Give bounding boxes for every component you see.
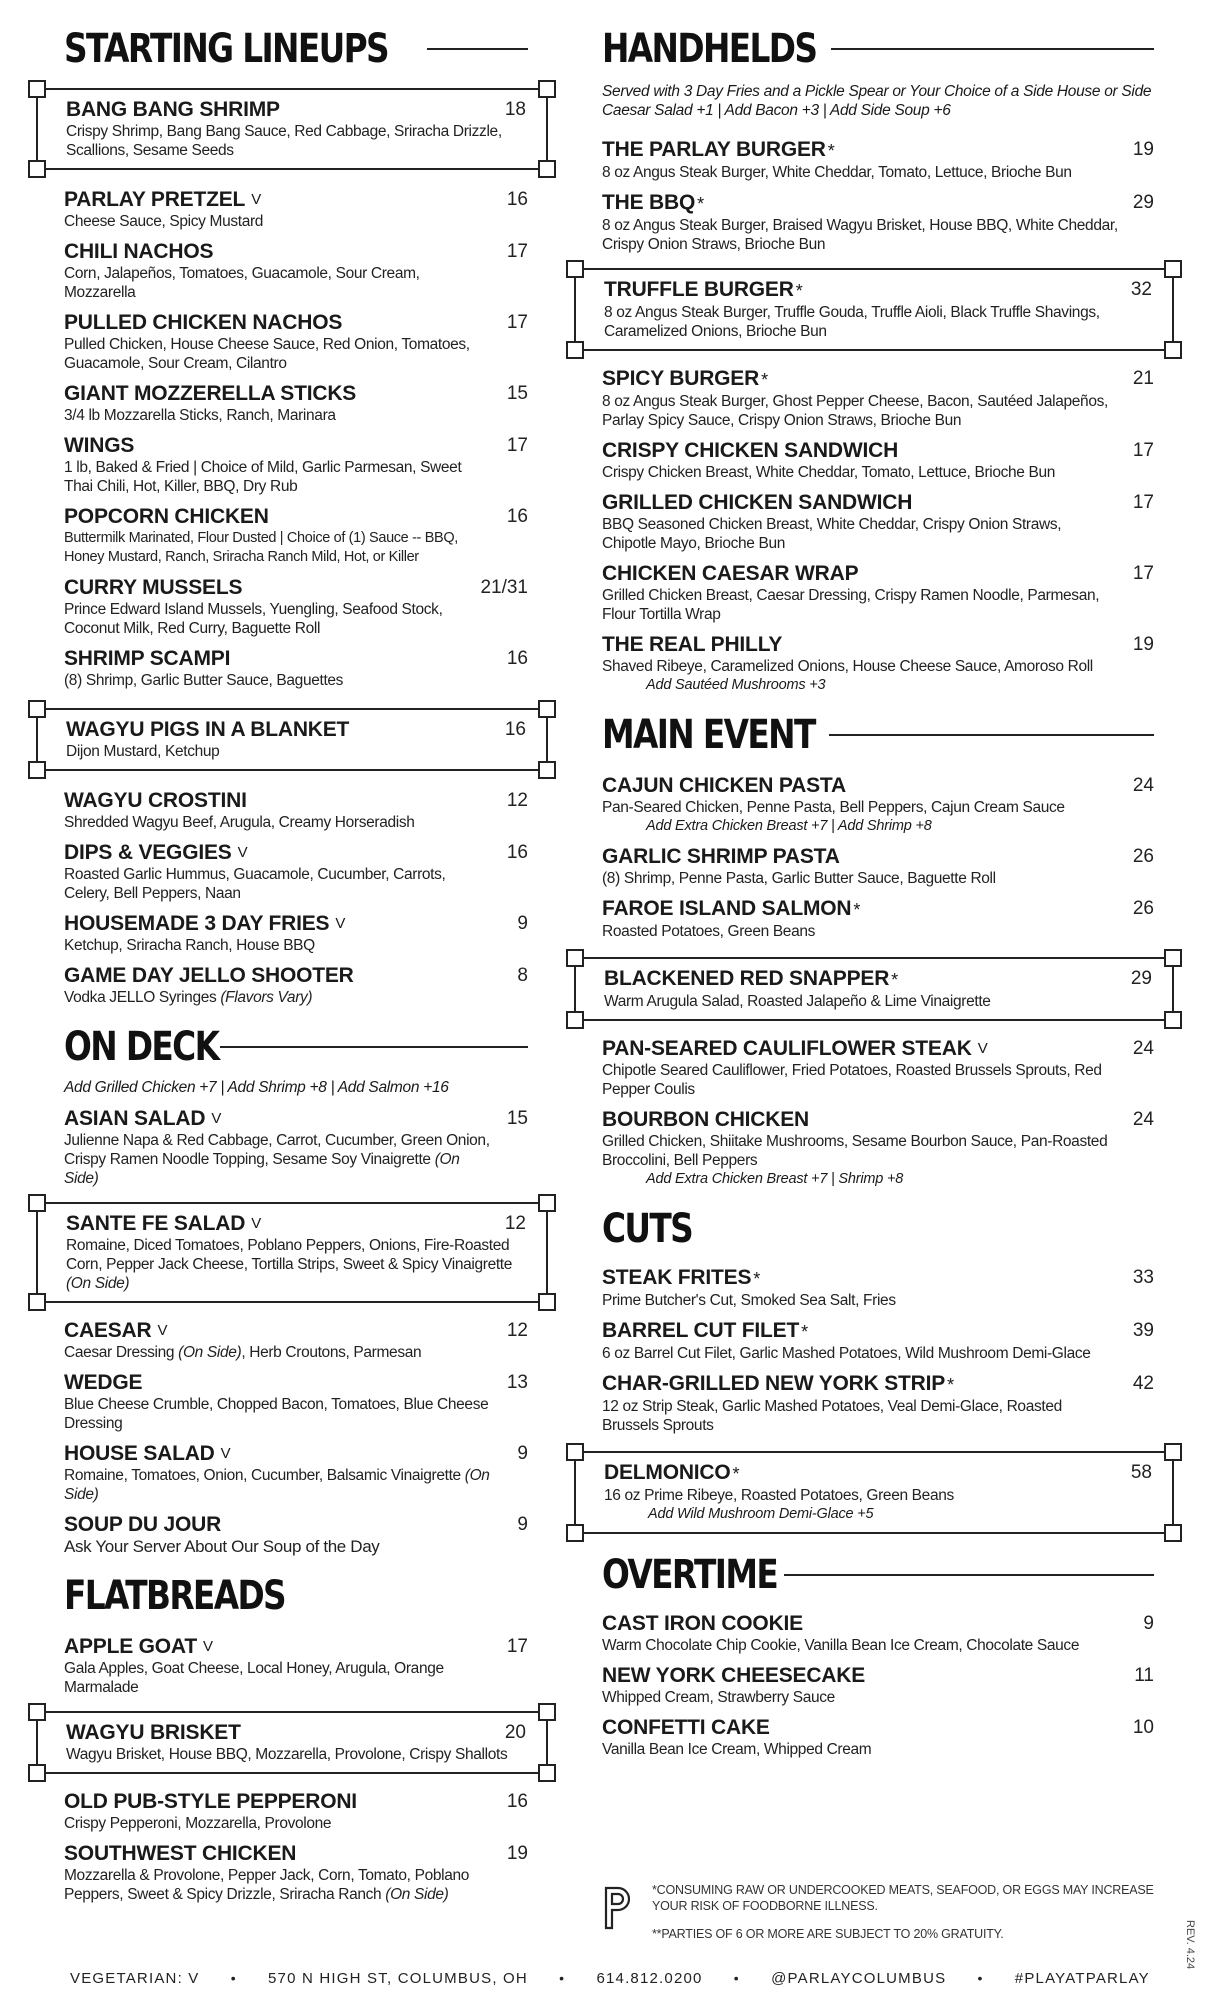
menu-item-wedge xyxy=(64,1371,528,1433)
menu-item-dips-and-veggies xyxy=(64,841,528,903)
item-price: 12 xyxy=(506,790,528,811)
item-name: FAROE ISLAND SALMON * xyxy=(602,897,861,920)
item-price: 16 xyxy=(504,719,526,740)
item-description: 8 oz Angus Steak Burger, Truffle Gouda, Truffle Aioli, Black Truffle Shavings, Caramelized Onions, Brioche Bun xyxy=(604,304,1100,340)
vegetarian-mark: V xyxy=(977,1040,988,1057)
item-name: BARREL CUT FILET * xyxy=(602,1319,808,1342)
item-description: Ketchup, Sriracha Ranch, House BBQ xyxy=(64,937,315,954)
item-price: 17 xyxy=(1132,492,1154,513)
raw-warning-star: * xyxy=(753,1269,761,1289)
item-name: TRUFFLE BURGER * xyxy=(604,278,803,301)
item-price: 29 xyxy=(1132,192,1154,213)
item-description: Shaved Ribeye, Caramelized Onions, House Cheese Sauce, Amoroso Roll xyxy=(602,658,1093,675)
section-rule xyxy=(427,48,528,50)
menu-item-barrel-cut-filet xyxy=(602,1319,1154,1363)
item-price: 15 xyxy=(506,1108,528,1129)
menu-item-steak-frites xyxy=(602,1266,1154,1310)
frame-corner xyxy=(28,1293,46,1311)
item-price: 16 xyxy=(506,1791,528,1812)
item-description: Grilled Chicken, Shiitake Mushrooms, Sesame Bourbon Sauce, Pan-Roasted Broccolini, Bell Peppers xyxy=(602,1133,1108,1169)
frame-corner xyxy=(28,700,46,718)
item-price: 26 xyxy=(1132,846,1154,867)
menu-item-apple-goat xyxy=(64,1635,528,1697)
vegetarian-mark: V xyxy=(251,1215,262,1232)
item-price: 21/31 xyxy=(480,577,528,598)
item-name: WAGYU CROSTINI xyxy=(64,789,247,812)
item-description: Vodka JELLO Syringes (Flavors Vary) xyxy=(64,989,313,1006)
item-price: 19 xyxy=(1132,634,1154,655)
frame-corner xyxy=(1164,949,1182,967)
item-name: CAJUN CHICKEN PASTA xyxy=(602,774,846,797)
raw-warning-star: * xyxy=(732,1464,740,1484)
frame-corner xyxy=(566,1011,584,1029)
item-description: Pulled Chicken, House Cheese Sauce, Red Onion, Tomatoes, Guacamole, Sour Cream, Cilantro xyxy=(64,336,470,372)
menu-item-cast-iron-cookie xyxy=(602,1612,1154,1655)
raw-warning-star: * xyxy=(761,370,768,390)
menu-item-chili-nachos xyxy=(64,240,528,302)
item-price: 8 xyxy=(517,965,528,986)
item-name: GAME DAY JELLO SHOOTER xyxy=(64,964,354,987)
item-name: THE PARLAY BURGER * xyxy=(602,138,835,161)
item-name: CURRY MUSSELS xyxy=(64,576,243,599)
item-description: Buttermilk Marinated, Flour Dusted | Choice of (1) Sauce -- BBQ, Honey Mustard, Ranch, Sriracha Ranch Mild, Hot, or Killer xyxy=(64,530,458,565)
menu-item-curry-mussels xyxy=(64,576,528,638)
item-description: Roasted Potatoes, Green Beans xyxy=(602,923,816,940)
phone: 614.812.0200 xyxy=(596,1970,703,1987)
frame-corner xyxy=(28,1703,46,1721)
item-price: 15 xyxy=(506,383,528,404)
item-description: Ask Your Server About Our Soup of the Day xyxy=(64,1537,380,1556)
item-description: Dijon Mustard, Ketchup xyxy=(66,743,220,760)
item-name: DIPS & VEGGIES V xyxy=(64,841,248,864)
frame-corner xyxy=(566,949,584,967)
item-price: 24 xyxy=(1132,775,1154,796)
item-price: 17 xyxy=(506,241,528,262)
item-name: SPICY BURGER * xyxy=(602,367,768,390)
item-price: 26 xyxy=(1132,898,1154,919)
item-price: 16 xyxy=(506,189,528,210)
item-name: BLACKENED RED SNAPPER * xyxy=(604,967,898,990)
vegetarian-mark: V xyxy=(237,844,248,861)
frame-corner xyxy=(566,260,584,278)
raw-warning-star: * xyxy=(697,194,704,214)
item-description: 8 oz Angus Steak Burger, White Cheddar, Tomato, Lettuce, Brioche Bun xyxy=(602,164,1072,181)
item-description: Romaine, Diced Tomatoes, Poblano Peppers, Onions, Fire-Roasted Corn, Pepper Jack Cheese, Tortilla Strips, Sweet & Spicy Vinaigrette (On Side) xyxy=(66,1237,513,1292)
item-name: OLD PUB-STYLE PEPPERONI xyxy=(64,1790,357,1813)
right-column xyxy=(602,18,1154,1768)
section-note: Served with 3 Day Fries and a Pickle Spear or Your Choice of a Side House or Side Caesar Salad +1 | Add Bacon +3 | Add Side Soup +6 xyxy=(602,83,1152,119)
item-description: Warm Chocolate Chip Cookie, Vanilla Bean Ice Cream, Chocolate Sauce xyxy=(602,1637,1080,1654)
item-description: Grilled Chicken Breast, Caesar Dressing, Crispy Ramen Noodle, Parmesan, Flour Tortilla Wrap xyxy=(602,587,1100,623)
section-rule xyxy=(831,48,1154,50)
item-description: 16 oz Prime Ribeye, Roasted Potatoes, Green Beans xyxy=(604,1487,954,1504)
item-price: 9 xyxy=(517,1443,528,1464)
item-name: GRILLED CHICKEN SANDWICH xyxy=(602,491,913,514)
item-name: SOUTHWEST CHICKEN xyxy=(64,1842,297,1865)
item-price: 17 xyxy=(1132,440,1154,461)
frame-corner xyxy=(28,80,46,98)
item-price: 18 xyxy=(504,99,526,120)
menu-item-pulled-chicken-nachos xyxy=(64,311,528,373)
item-price: 12 xyxy=(504,1213,526,1234)
item-description: Gala Apples, Goat Cheese, Local Honey, Arugula, Orange Marmalade xyxy=(64,1660,444,1696)
frame-corner xyxy=(538,1194,556,1212)
item-description: Crispy Pepperoni, Mozzarella, Provolone xyxy=(64,1815,332,1832)
frame-corner xyxy=(1164,341,1182,359)
frame-corner xyxy=(28,160,46,178)
item-price: 58 xyxy=(1130,1462,1152,1483)
item-add-on: Add Sautéed Mushrooms +3 xyxy=(646,677,826,693)
item-name: BOURBON CHICKEN xyxy=(602,1108,810,1131)
item-name: CRISPY CHICKEN SANDWICH xyxy=(602,439,899,462)
item-name: APPLE GOAT V xyxy=(64,1635,213,1658)
item-price: 24 xyxy=(1132,1109,1154,1130)
menu-item-southwest-chicken xyxy=(64,1842,528,1904)
raw-warning-star: * xyxy=(853,900,861,920)
item-description: Mozzarella & Provolone, Pepper Jack, Corn, Tomato, Poblano Peppers, Sweet & Spicy Drizzle, Sriracha Ranch (On Side) xyxy=(64,1867,470,1903)
item-name: SANTE FE SALAD V xyxy=(66,1212,262,1235)
menu-item-confetti-cake xyxy=(602,1716,1154,1759)
footnotes xyxy=(602,1882,1162,1942)
section-header-on-deck xyxy=(64,1016,528,1078)
raw-food-warning: *CONSUMING RAW OR UNDERCOOKED MEATS, SEAFOOD, OR EGGS MAY INCREASE xyxy=(652,1883,1154,1897)
raw-warning-star: * xyxy=(801,1322,808,1342)
frame-corner xyxy=(538,80,556,98)
vegetarian-mark: V xyxy=(251,191,261,208)
vegetarian-mark: V xyxy=(220,1445,231,1462)
item-price: 17 xyxy=(506,435,528,456)
menu-item-real-philly xyxy=(602,633,1154,695)
item-name: HOUSE SALAD V xyxy=(64,1442,231,1465)
menu-item-house-salad xyxy=(64,1442,528,1504)
menu-item-bang-bang-shrimp xyxy=(36,88,548,170)
item-name: HOUSEMADE 3 DAY FRIES V xyxy=(64,912,346,935)
item-description: Prime Butcher's Cut, Smoked Sea Salt, Fries xyxy=(602,1292,896,1309)
vegetarian-legend: VEGETARIAN: V xyxy=(70,1970,200,1987)
item-price: 13 xyxy=(506,1372,528,1393)
vegetarian-mark: V xyxy=(157,1322,168,1339)
menu-item-wagyu-brisket xyxy=(36,1711,548,1774)
item-price: 17 xyxy=(506,312,528,333)
section-header-cuts xyxy=(602,1198,1154,1260)
section-header-starting-lineups xyxy=(64,18,528,80)
item-price: 11 xyxy=(1134,1665,1154,1686)
raw-warning-star: * xyxy=(827,141,835,161)
footer-bar xyxy=(70,1970,1150,1987)
item-add-on: Add Wild Mushroom Demi-Glace +5 xyxy=(648,1506,874,1522)
menu-item-crispy-chicken-sandwich xyxy=(602,439,1154,482)
item-price: 32 xyxy=(1130,279,1152,300)
separator: • xyxy=(559,1970,566,1986)
separator: • xyxy=(977,1970,984,1986)
item-description: Chipotle Seared Cauliflower, Fried Potatoes, Roasted Brussels Sprouts, Red Pepper Coulis xyxy=(602,1062,1102,1098)
item-name: SOUP DU JOUR xyxy=(64,1513,222,1536)
raw-warning-star: * xyxy=(947,1375,954,1395)
section-header-handhelds xyxy=(602,18,1154,80)
section-title: CUTS xyxy=(602,1206,693,1252)
menu-item-grilled-chicken-sandwich xyxy=(602,491,1154,553)
raw-warning-star: * xyxy=(795,281,803,301)
item-description: 8 oz Angus Steak Burger, Ghost Pepper Cheese, Bacon, Sautéed Jalapeños, Parlay Spicy Sauce, Crispy Onion Straws, Brioche Bun xyxy=(602,393,1108,429)
section-rule xyxy=(829,734,1154,736)
item-name: WEDGE xyxy=(64,1371,143,1394)
menu-item-faroe-island-salmon xyxy=(602,897,1154,941)
menu-item-popcorn-chicken xyxy=(64,505,528,567)
menu-item-parlay-pretzel xyxy=(64,188,528,231)
frame-corner xyxy=(566,341,584,359)
section-header-flatbreads xyxy=(64,1565,528,1627)
item-name: SHRIMP SCAMPI xyxy=(64,647,231,670)
menu-item-caesar xyxy=(64,1319,528,1362)
item-price: 17 xyxy=(1132,563,1154,584)
item-description: Julienne Napa & Red Cabbage, Carrot, Cucumber, Green Onion, Crispy Ramen Noodle Topping, Sesame Soy Vinaigrette (On Side) xyxy=(64,1132,490,1187)
item-price: 16 xyxy=(506,506,528,527)
item-description: Crispy Chicken Breast, White Cheddar, Tomato, Lettuce, Brioche Bun xyxy=(602,464,1056,481)
item-description: Romaine, Tomatoes, Onion, Cucumber, Balsamic Vinaigrette (On Side) xyxy=(64,1467,490,1503)
item-name: DELMONICO * xyxy=(604,1461,740,1484)
social-handle: @PARLAYCOLUMBUS xyxy=(771,1970,947,1987)
item-description: Vanilla Bean Ice Cream, Whipped Cream xyxy=(602,1741,872,1758)
frame-corner xyxy=(566,1443,584,1461)
item-description: Pan-Seared Chicken, Penne Pasta, Bell Peppers, Cajun Cream Sauce xyxy=(602,799,1065,816)
item-name: BANG BANG SHRIMP xyxy=(66,98,280,121)
menu-item-ny-cheesecake xyxy=(602,1664,1154,1707)
item-description: 6 oz Barrel Cut Filet, Garlic Mashed Potatoes, Wild Mushroom Demi-Glace xyxy=(602,1345,1091,1362)
item-name: GARLIC SHRIMP PASTA xyxy=(602,845,840,868)
frame-corner xyxy=(1164,260,1182,278)
item-name: PARLAY PRETZEL V xyxy=(64,188,261,211)
item-price: 33 xyxy=(1132,1267,1154,1288)
item-description: Roasted Garlic Hummus, Guacamole, Cucumber, Carrots, Celery, Bell Peppers, Naan xyxy=(64,866,446,902)
section-rule xyxy=(784,1574,1154,1576)
item-description: Prince Edward Island Mussels, Yuengling, Seafood Stock, Coconut Milk, Red Curry, Baguette Roll xyxy=(64,601,443,637)
section-title: STARTING LINEUPS xyxy=(64,26,389,72)
item-name: CONFETTI CAKE xyxy=(602,1716,770,1739)
item-description: BBQ Seasoned Chicken Breast, White Cheddar, Crispy Onion Straws, Chipotle Mayo, Brioche Bun xyxy=(602,516,1062,552)
item-description: Cheese Sauce, Spicy Mustard xyxy=(64,213,264,230)
item-description: (8) Shrimp, Penne Pasta, Garlic Butter Sauce, Baguette Roll xyxy=(602,870,996,887)
item-name: CHICKEN CAESAR WRAP xyxy=(602,562,859,585)
item-name: THE REAL PHILLY xyxy=(602,633,783,656)
frame-corner xyxy=(28,1764,46,1782)
item-name: WAGYU PIGS IN A BLANKET xyxy=(66,718,350,741)
left-column xyxy=(64,18,528,1913)
frame-corner xyxy=(28,761,46,779)
item-name: CAST IRON COOKIE xyxy=(602,1612,803,1635)
item-name: PULLED CHICKEN NACHOS xyxy=(64,311,343,334)
menu-item-delmonico xyxy=(574,1451,1174,1534)
item-description: 8 oz Angus Steak Burger, Braised Wagyu Brisket, House BBQ, White Cheddar, Crispy Onion Straws, Brioche Bun xyxy=(602,217,1118,253)
hashtag: #PLAYATPARLAY xyxy=(1014,1970,1150,1987)
vegetarian-mark: V xyxy=(202,1638,213,1655)
item-description: Blue Cheese Crumble, Chopped Bacon, Tomatoes, Blue Cheese Dressing xyxy=(64,1396,489,1432)
item-description: 1 lb, Baked & Fried | Choice of Mild, Garlic Parmesan, Sweet Thai Chili, Hot, Killer, BBQ, Dry Rub xyxy=(64,459,462,495)
frame-corner xyxy=(1164,1524,1182,1542)
frame-corner xyxy=(538,1703,556,1721)
item-price: 24 xyxy=(1132,1038,1154,1059)
frame-corner xyxy=(538,700,556,718)
section-title: OVERTIME xyxy=(602,1552,778,1598)
item-description: Shredded Wagyu Beef, Arugula, Creamy Horseradish xyxy=(64,814,415,831)
item-name: CHILI NACHOS xyxy=(64,240,214,263)
section-title: MAIN EVENT xyxy=(602,712,815,758)
menu-item-truffle-burger xyxy=(574,268,1174,351)
section-title: ON DECK xyxy=(64,1024,219,1070)
address: 570 N HIGH ST, COLUMBUS, OH xyxy=(268,1970,528,1987)
raw-food-warning-cont: YOUR RISK OF FOODBORNE ILLNESS. xyxy=(652,1899,878,1913)
section-header-overtime xyxy=(602,1544,1154,1606)
item-price: 39 xyxy=(1132,1320,1154,1341)
item-price: 16 xyxy=(506,648,528,669)
raw-warning-star: * xyxy=(891,970,898,990)
menu-item-spicy-burger xyxy=(602,367,1154,430)
section-header-main-event xyxy=(602,704,1154,766)
item-price: 19 xyxy=(506,1843,528,1864)
menu-item-giant-mozzerella-sticks xyxy=(64,382,528,425)
menu-item-sante-fe-salad xyxy=(36,1202,548,1303)
section-rule xyxy=(220,1046,528,1048)
item-description: 12 oz Strip Steak, Garlic Mashed Potatoes, Veal Demi-Glace, Roasted Brussels Sprouts xyxy=(602,1398,1062,1434)
section-note: Add Grilled Chicken +7 | Add Shrimp +8 | Add Salmon +16 xyxy=(64,1079,449,1096)
separator: • xyxy=(733,1970,740,1986)
menu-item-bourbon-chicken xyxy=(602,1108,1154,1189)
item-name: GIANT MOZZERELLA STICKS xyxy=(64,382,357,405)
item-price: 17 xyxy=(506,1636,528,1657)
menu-item-wagyu-crostini xyxy=(64,789,528,832)
item-name: THE BBQ * xyxy=(602,191,704,214)
item-price: 12 xyxy=(506,1320,528,1341)
item-description: (8) Shrimp, Garlic Butter Sauce, Baguettes xyxy=(64,672,344,689)
frame-corner xyxy=(538,1293,556,1311)
item-name: CHAR-GRILLED NEW YORK STRIP * xyxy=(602,1372,954,1395)
separator: • xyxy=(230,1970,237,1986)
item-name: WAGYU BRISKET xyxy=(66,1721,241,1744)
menu-item-the-bbq xyxy=(602,191,1154,254)
item-price: 29 xyxy=(1130,968,1152,989)
item-price: 16 xyxy=(506,842,528,863)
menu-item-soup-du-jour xyxy=(64,1513,528,1556)
menu-item-wagyu-pigs-in-a-blanket xyxy=(36,708,548,771)
revision-label: REV. 4.24 xyxy=(1184,1920,1196,1970)
item-add-on: Add Extra Chicken Breast +7 | Shrimp +8 xyxy=(646,1171,904,1187)
item-name: NEW YORK CHEESECAKE xyxy=(602,1664,866,1687)
item-description: Crispy Shrimp, Bang Bang Sauce, Red Cabbage, Sriracha Drizzle, Scallions, Sesame Seeds xyxy=(66,123,502,159)
item-name: PAN-SEARED CAULIFLOWER STEAK V xyxy=(602,1037,988,1060)
menu-item-ny-strip xyxy=(602,1372,1154,1435)
menu-item-parlay-burger xyxy=(602,138,1154,182)
item-price: 42 xyxy=(1132,1373,1154,1394)
menu-item-cajun-chicken-pasta xyxy=(602,774,1154,836)
menu-item-wings xyxy=(64,434,528,496)
menu-item-jello-shooter xyxy=(64,964,528,1007)
item-price: 21 xyxy=(1132,368,1154,389)
item-description: Caesar Dressing (On Side), Herb Croutons, Parmesan xyxy=(64,1344,422,1361)
frame-corner xyxy=(1164,1443,1182,1461)
frame-corner xyxy=(1164,1011,1182,1029)
section-title: HANDHELDS xyxy=(602,26,817,72)
item-name: CAESAR V xyxy=(64,1319,168,1342)
parlay-p-logo-icon xyxy=(602,1886,630,1930)
item-name: STEAK FRITES * xyxy=(602,1266,761,1289)
menu-item-pub-style-pepperoni xyxy=(64,1790,528,1833)
frame-corner xyxy=(566,1524,584,1542)
item-price: 10 xyxy=(1132,1717,1154,1738)
vegetarian-mark: V xyxy=(211,1110,222,1127)
menu-item-shrimp-scampi xyxy=(64,647,528,690)
item-description: Warm Arugula Salad, Roasted Jalapeño & Lime Vinaigrette xyxy=(604,993,991,1010)
item-price: 20 xyxy=(504,1722,526,1743)
item-price: 9 xyxy=(517,1514,528,1535)
vegetarian-mark: V xyxy=(335,915,346,932)
menu-item-cauliflower-steak xyxy=(602,1037,1154,1099)
frame-corner xyxy=(28,1194,46,1212)
item-description: 3/4 lb Mozzarella Sticks, Ranch, Marinara xyxy=(64,407,336,424)
item-add-on: Add Extra Chicken Breast +7 | Add Shrimp +8 xyxy=(646,818,932,834)
item-description: Wagyu Brisket, House BBQ, Mozzarella, Provolone, Crispy Shallots xyxy=(66,1746,508,1763)
section-title: FLATBREADS xyxy=(64,1573,286,1619)
gratuity-note: **PARTIES OF 6 OR MORE ARE SUBJECT TO 20% GRATUITY. xyxy=(652,1927,1004,1941)
frame-corner xyxy=(538,160,556,178)
item-price: 9 xyxy=(1143,1613,1154,1634)
frame-corner xyxy=(538,761,556,779)
item-name: ASIAN SALAD V xyxy=(64,1107,222,1130)
item-price: 19 xyxy=(1132,139,1154,160)
item-name: WINGS xyxy=(64,434,135,457)
item-name: POPCORN CHICKEN xyxy=(64,505,269,528)
frame-corner xyxy=(538,1764,556,1782)
menu-item-housemade-fries xyxy=(64,912,528,955)
item-price: 9 xyxy=(517,913,528,934)
item-description: Whipped Cream, Strawberry Sauce xyxy=(602,1689,835,1706)
menu-item-asian-salad xyxy=(64,1107,528,1188)
menu-item-garlic-shrimp-pasta xyxy=(602,845,1154,888)
item-description: Corn, Jalapeños, Tomatoes, Guacamole, Sour Cream, Mozzarella xyxy=(64,265,420,301)
menu-item-chicken-caesar-wrap xyxy=(602,562,1154,624)
menu-item-blackened-red-snapper xyxy=(574,957,1174,1021)
